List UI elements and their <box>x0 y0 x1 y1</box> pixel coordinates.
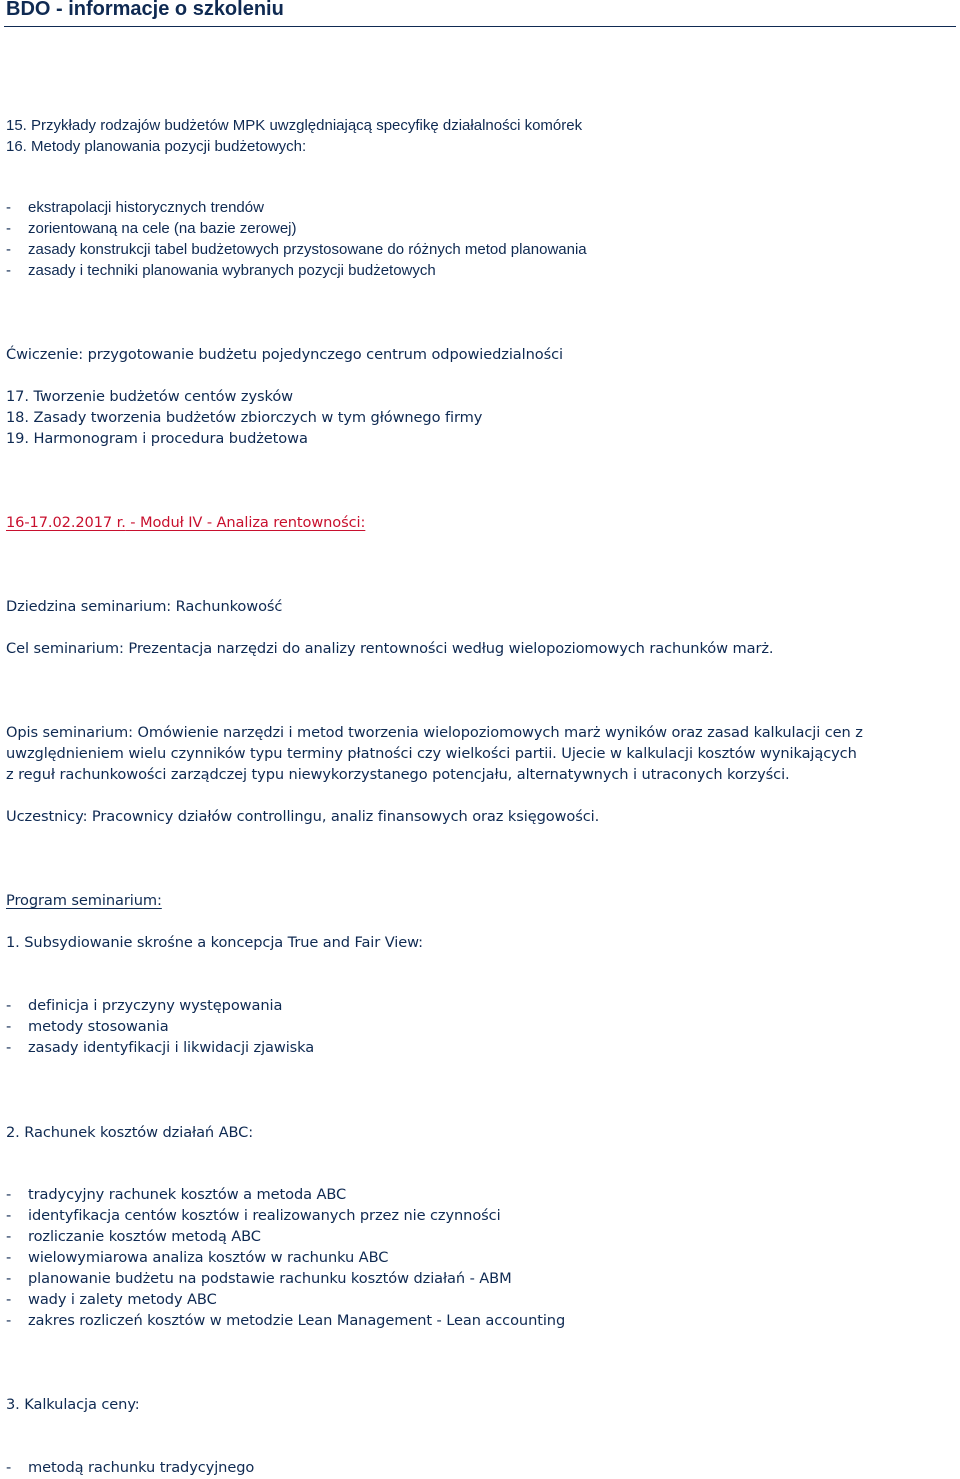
list-item-text: zakres rozliczeń kosztów w metodzie Lean Management - Lean accounting <box>28 1312 566 1329</box>
bullet-dash: - <box>6 1228 12 1245</box>
list-item <box>6 1186 346 1204</box>
list-item <box>6 1039 314 1057</box>
list-item <box>6 1312 565 1330</box>
module-title: - Moduł IV - Analiza rentowności: <box>125 514 366 531</box>
list-item-text: wady i zalety metody ABC <box>28 1291 217 1308</box>
bullet-dash: - <box>6 997 12 1014</box>
list-item <box>6 1291 217 1309</box>
bullet-dash: - <box>6 1207 12 1224</box>
seminar-domain: Dziedzina seminarium: Rachunkowość <box>6 598 283 615</box>
exercise-line: Ćwiczenie: przygotowanie budżetu pojedynczego centrum odpowiedzialności <box>6 346 563 363</box>
bullet-dash: - <box>6 1291 12 1308</box>
list-item-text: identyfikacja centów kosztów i realizowanych przez nie czynności <box>28 1207 501 1224</box>
seminar-description-line: Opis seminarium: Omówienie narzędzi i metod tworzenia wielopoziomowych marż wyników oraz zasad kalkulacji cen z <box>6 724 863 741</box>
seminar-participants: Uczestnicy: Pracownicy działów controllingu, analiz finansowych oraz księgowości. <box>6 808 600 825</box>
program-heading <box>6 892 162 910</box>
seminar-goal: Cel seminarium: Prezentacja narzędzi do analizy rentowności według wielopoziomowych rachunków marż. <box>6 640 774 657</box>
bullet-dash: - <box>6 220 11 237</box>
list-item-text: wielowymiarowa analiza kosztów w rachunku ABC <box>28 1249 389 1266</box>
list-item-text: definicja i przyczyny występowania <box>28 997 283 1014</box>
list-item <box>6 1018 169 1036</box>
item-17: 17. Tworzenie budżetów centów zysków <box>6 388 293 405</box>
bullet-dash: - <box>6 1459 12 1476</box>
list-item <box>6 1459 254 1477</box>
bullet-dash: - <box>6 1039 12 1056</box>
list-item-text: ekstrapolacji historycznych trendów <box>28 199 264 216</box>
module-dates: 16-17.02.2017 r. <box>6 514 126 531</box>
bullet-dash: - <box>6 1249 12 1266</box>
program-section-title: 1. Subsydiowanie skrośne a koncepcja True and Fair View: <box>6 934 423 951</box>
list-item-text: zasady identyfikacji i likwidacji zjawiska <box>28 1039 315 1056</box>
bullet-dash: - <box>6 1270 12 1287</box>
module-heading <box>6 514 365 532</box>
list-item-text: planowanie budżetu na podstawie rachunku kosztów działań - ABM <box>28 1270 512 1287</box>
bullet-dash: - <box>6 262 11 279</box>
item-18: 18. Zasady tworzenia budżetów zbiorczych w tym głównego firmy <box>6 409 483 426</box>
list-item-text: zorientowaną na cele (na bazie zerowej) <box>28 220 297 237</box>
list-item <box>6 1249 388 1267</box>
bullet-dash: - <box>6 1312 12 1329</box>
list-item <box>6 241 587 259</box>
header-divider <box>4 26 956 27</box>
list-item <box>6 262 436 280</box>
page-title: BDO - informacje o szkoleniu <box>6 0 284 20</box>
list-item-text: metodą rachunku tradycyjnego <box>28 1459 255 1476</box>
bullet-dash: - <box>6 199 11 216</box>
list-item <box>6 1207 501 1225</box>
list-item <box>6 1228 261 1246</box>
program-heading-text: Program seminarium: <box>6 892 162 909</box>
list-item <box>6 199 264 217</box>
seminar-description-line: uwzględnieniem wielu czynników typu terminy płatności czy wielkości partii. Ujecie w kalkulacji kosztów wynikających <box>6 745 857 762</box>
bullet-dash: - <box>6 1018 12 1035</box>
seminar-description-line: z reguł rachunkowości zarządczej typu niewykorzystanego potencjału, alternatywnych i utraconych korzyści. <box>6 766 790 783</box>
bullet-dash: - <box>6 1186 12 1203</box>
program-section-title: 2. Rachunek kosztów działań ABC: <box>6 1124 254 1141</box>
item-15: 15. Przykłady rodzajów budżetów MPK uwzględniającą specyfikę działalności komórek <box>6 117 583 134</box>
list-item-text: zasady i techniki planowania wybranych pozycji budżetowych <box>28 262 436 279</box>
list-item-text: rozliczanie kosztów metodą ABC <box>28 1228 261 1245</box>
list-item <box>6 220 296 238</box>
program-section-title: 3. Kalkulacja ceny: <box>6 1396 140 1413</box>
list-item-text: metody stosowania <box>28 1018 169 1035</box>
list-item <box>6 1270 512 1288</box>
item-16: 16. Metody planowania pozycji budżetowych: <box>6 138 307 155</box>
list-item <box>6 997 282 1015</box>
bullet-dash: - <box>6 241 11 258</box>
list-item-text: zasady konstrukcji tabel budżetowych przystosowane do różnych metod planowania <box>28 241 587 258</box>
list-item-text: tradycyjny rachunek kosztów a metoda ABC <box>28 1186 347 1203</box>
item-19: 19. Harmonogram i procedura budżetowa <box>6 430 308 447</box>
